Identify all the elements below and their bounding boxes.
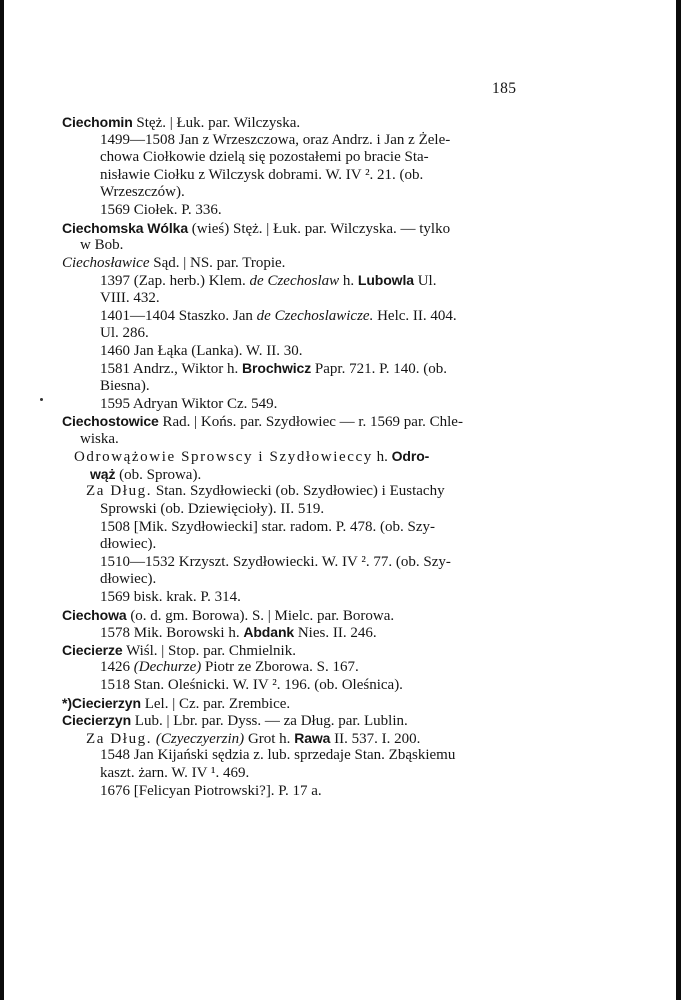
text-segment: Ul. [413, 273, 437, 290]
text-line [62, 272, 528, 290]
text-segment: (wieś) Stęż. | Łuk. par. Wilczyska. — tylko [188, 220, 451, 237]
text-segment: Sprowski (ob. Dziewięcioły). II. 519. [100, 501, 325, 518]
text-segment: (ob. Sprowa). [115, 466, 202, 483]
gazetteer-page-text [62, 114, 528, 800]
text-line [62, 237, 528, 255]
text-segment: Ul. 286. [100, 325, 149, 342]
text-line [62, 589, 528, 607]
text-segment: 1508 [Mik. Szydłowiecki] star. radom. P. 478. (ob. Szy- [100, 518, 435, 535]
headword: Ciechomin [62, 114, 133, 130]
text-segment: kaszt. żarn. W. IV ¹. 469. [100, 764, 250, 781]
text-line [62, 325, 528, 343]
text-line [62, 659, 528, 677]
text-line [62, 642, 528, 660]
text-line [62, 290, 528, 308]
text-segment: Helc. II. 404. [373, 307, 457, 324]
text-segment: 1460 Jan Łąka (Lanka). W. II. 30. [100, 342, 303, 359]
text-line [62, 677, 528, 695]
text-segment: 1518 Stan. Oleśnicki. W. IV ². 196. (ob. Oleśnica). [100, 677, 403, 693]
text-line [62, 114, 528, 132]
headword: Odro- [391, 448, 430, 465]
text-segment: 1499—1508 Jan z Wrzeszczowa, oraz Andrz. i Jan z Żele- [100, 131, 451, 148]
text-line [62, 783, 528, 801]
text-segment: 1426 [100, 659, 134, 676]
text-line [62, 431, 528, 449]
text-line [62, 202, 528, 220]
text-line [62, 220, 528, 238]
text-line [62, 571, 528, 589]
text-line [62, 483, 528, 501]
italic-text: Ciechosławice [62, 254, 150, 271]
text-line [62, 184, 528, 202]
text-segment: VIII. 432. [100, 289, 160, 306]
text-segment: nisławie Ciołku z Wilczysk dobrami. W. IV ². 21. (ob. [100, 166, 424, 183]
text-segment: Stęż. | Łuk. par. Wilczyska. [132, 115, 301, 131]
text-line [62, 624, 528, 642]
text-line [62, 255, 528, 273]
text-segment: Biesna). [100, 377, 150, 394]
text-line [62, 167, 528, 185]
text-segment: Nies. II. 246. [294, 625, 377, 642]
headword: wąż [90, 465, 116, 482]
italic-text: de Czechoslaw [249, 273, 340, 290]
text-segment: h. [339, 273, 358, 290]
scan-speck [40, 398, 43, 401]
text-line [62, 607, 528, 625]
spaced-text: Za Dług. [86, 483, 153, 500]
text-line [62, 519, 528, 537]
headword: Abdank [243, 624, 295, 641]
headword: Ciechostowice [62, 413, 159, 430]
text-line [62, 396, 528, 414]
scan-edge-left [0, 0, 4, 1000]
text-segment: Lel. | Cz. par. Zrembice. [140, 695, 291, 712]
headword: Ciechomska Wólka [62, 219, 188, 236]
spaced-text: Za Dług. [86, 730, 153, 747]
text-segment: h. [372, 449, 392, 466]
text-line [62, 132, 528, 150]
text-line [62, 378, 528, 396]
text-line [62, 747, 528, 765]
text-line [62, 712, 528, 730]
text-segment: 1397 (Zap. herb.) Klem. [100, 273, 250, 290]
text-segment: Stan. Szydłowiecki (ob. Szydłowiec) i Eustachy [152, 483, 445, 500]
text-line [62, 765, 528, 783]
text-line [62, 413, 528, 431]
text-segment: wiska. [80, 430, 119, 447]
text-line [62, 695, 528, 713]
text-segment: Wrzeszczów). [100, 184, 185, 201]
text-line [62, 308, 528, 326]
text-segment: 1595 Adryan Wiktor Cz. 549. [100, 395, 278, 412]
text-segment: Sąd. | NS. par. Tropie. [149, 254, 286, 271]
text-segment: II. 537. I. 200. [330, 730, 421, 747]
text-line [62, 554, 528, 572]
spaced-text: Odrowążowie Sprowscy i Szydłowieccy [74, 449, 373, 466]
text-segment: Grot h. [244, 730, 295, 747]
text-line [62, 730, 528, 748]
headword: Brochwicz [242, 360, 312, 377]
headword: Ciecierze [62, 641, 123, 658]
text-line [62, 149, 528, 167]
headword: Lubowla [357, 272, 414, 289]
text-segment: dłowiec). [100, 536, 157, 553]
text-line [62, 343, 528, 361]
text-segment: Papr. 721. P. 140. (ob. [311, 361, 447, 378]
italic-text: de Czechoslawicze. [256, 307, 374, 324]
text-segment: 1569 Ciołek. P. 336. [100, 201, 222, 218]
text-line [62, 501, 528, 519]
italic-text: (Dechurze) [133, 659, 202, 676]
text-segment: 1401—1404 Staszko. Jan [100, 307, 257, 324]
text-segment: 1510—1532 Krzyszt. Szydłowiecki. W. IV ². 77. (ob. Szy- [100, 553, 451, 570]
text-line [62, 466, 528, 484]
text-segment: 1569 bisk. krak. P. 314. [100, 589, 241, 606]
text-segment: 1578 Mik. Borowski h. [100, 625, 244, 642]
text-segment: Rad. | Końs. par. Szydłowiec — r. 1569 par. Chle- [158, 414, 463, 431]
text-line [62, 360, 528, 378]
text-segment: 1548 Jan Kijański sędzia z. lub. sprzedaje Stan. Zbąskiemu [100, 747, 456, 764]
text-segment: chowa Ciołkowie dzielą się pozostałemi po bracie Sta- [100, 149, 429, 166]
scan-edge-right [676, 0, 681, 1000]
text-segment: (o. d. gm. Borowa). S. | Mielc. par. Borowa. [126, 607, 395, 624]
text-segment: Lub. | Lbr. par. Dyss. — za Dług. par. Lublin. [131, 713, 408, 730]
text-segment: Piotr ze Zborowa. S. 167. [201, 659, 359, 676]
text-line [62, 448, 528, 466]
headword: Ciecierzyn [62, 712, 132, 729]
page-number: 185 [492, 80, 517, 97]
text-segment: 1676 [Felicyan Piotrowski?]. P. 17 a. [100, 782, 322, 799]
text-segment: Wiśl. | Stop. par. Chmielnik. [122, 642, 296, 659]
text-segment: 1581 Andrz., Wiktor h. [100, 361, 243, 378]
headword: *)Ciecierzyn [62, 694, 141, 711]
headword: Rawa [294, 729, 331, 746]
text-line [62, 536, 528, 554]
text-segment: w Bob. [80, 237, 124, 254]
text-segment: dłowiec). [100, 571, 157, 588]
headword: Ciechowa [62, 606, 127, 623]
italic-text: (Czyeczyerzin) [155, 730, 245, 747]
